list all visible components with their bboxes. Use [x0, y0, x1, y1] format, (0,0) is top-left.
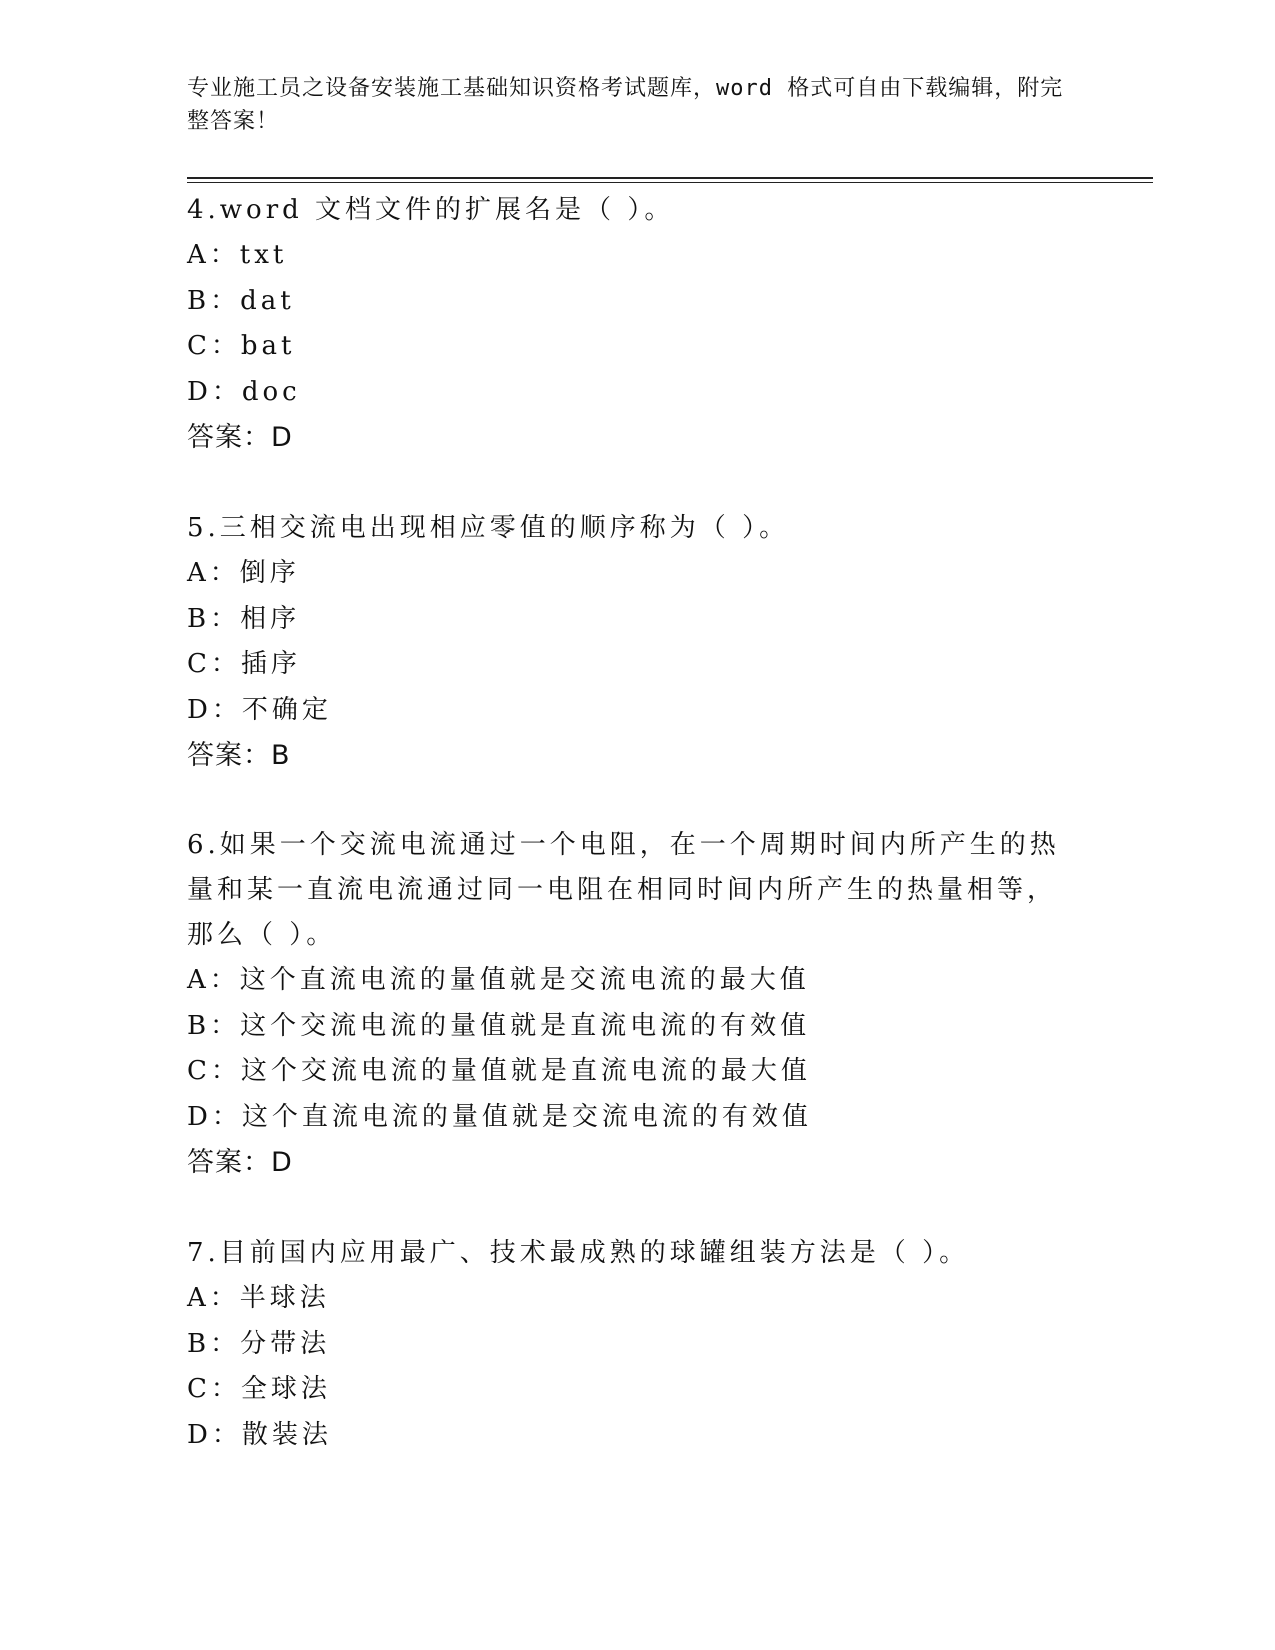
- question-7: [187, 1231, 1067, 1458]
- option-text: 不确定: [241, 694, 332, 725]
- answer-line: 答案：B: [187, 740, 291, 771]
- option-b: [187, 1004, 1067, 1050]
- option-text: doc: [241, 376, 301, 407]
- option-a: [187, 233, 1067, 279]
- option-d: [187, 1095, 1067, 1141]
- header-divider-thin: [187, 182, 1153, 183]
- option-text: 相序: [240, 603, 301, 634]
- question-stem: 5.三相交流电出现相应零值的顺序称为（ ）。: [187, 513, 790, 543]
- document-header: 专业施工员之设备安装施工基础知识资格考试题库，word 格式可自由下载编辑，附完整答案！: [187, 76, 1064, 134]
- option-letter: A：: [187, 1283, 240, 1313]
- option-letter: B：: [187, 285, 241, 316]
- option-a: [187, 1276, 1067, 1322]
- option-text: 这个交流电流的量值就是直流电流的有效值: [240, 1010, 811, 1041]
- option-d: [187, 688, 1067, 734]
- option-letter: A：: [187, 965, 240, 995]
- option-letter: B：: [187, 1328, 241, 1359]
- option-d: [187, 370, 1067, 416]
- header-divider: [187, 177, 1153, 179]
- option-text: 散装法: [241, 1419, 332, 1450]
- option-c: [187, 324, 1067, 370]
- option-a: [187, 958, 1067, 1004]
- option-b: [187, 279, 1067, 325]
- question-4: [187, 188, 1067, 460]
- option-letter: C：: [187, 1056, 241, 1086]
- option-letter: B：: [187, 603, 241, 634]
- option-letter: C：: [187, 331, 241, 361]
- option-c: [187, 1049, 1067, 1095]
- option-letter: C：: [187, 649, 241, 679]
- question-5: [187, 506, 1067, 778]
- option-c: [187, 642, 1067, 688]
- option-text: 这个直流电流的量值就是交流电流的有效值: [241, 1101, 812, 1132]
- question-6: [187, 823, 1067, 1185]
- option-text: 这个直流电流的量值就是交流电流的最大值: [239, 965, 810, 995]
- option-text: 半球法: [239, 1283, 330, 1313]
- option-text: txt: [239, 240, 288, 270]
- answer-line: 答案：D: [187, 1147, 293, 1178]
- option-letter: A：: [187, 240, 240, 270]
- answer-line: 答案：D: [187, 422, 293, 453]
- option-c: [187, 1367, 1067, 1413]
- option-letter: A：: [187, 558, 240, 588]
- option-letter: D：: [187, 1101, 242, 1132]
- option-letter: B：: [187, 1010, 241, 1041]
- option-text: 这个交流电流的量值就是直流电流的最大值: [240, 1056, 811, 1086]
- option-b: [187, 597, 1067, 643]
- question-stem: 4.word 文档文件的扩展名是（ ）。: [187, 195, 675, 225]
- option-text: 分带法: [240, 1328, 331, 1359]
- option-letter: C：: [187, 1374, 241, 1404]
- option-text: dat: [240, 285, 295, 316]
- option-b: [187, 1322, 1067, 1368]
- option-d: [187, 1413, 1067, 1459]
- option-text: 全球法: [240, 1374, 331, 1404]
- option-text: 插序: [240, 649, 301, 679]
- option-letter: D：: [187, 376, 242, 407]
- option-letter: D：: [187, 694, 242, 725]
- option-text: bat: [240, 331, 296, 361]
- option-a: [187, 551, 1067, 597]
- question-stem: 6.如果一个交流电流通过一个电阻，在一个周期时间内所产生的热量和某一直流电流通过同一电阻在相同时间内所产生的热量相等，那么（ ）。: [187, 830, 1060, 950]
- question-stem: 7.目前国内应用最广、技术最成熟的球罐组装方法是（ ）。: [187, 1238, 970, 1268]
- option-text: 倒序: [239, 558, 300, 588]
- option-letter: D：: [187, 1419, 242, 1450]
